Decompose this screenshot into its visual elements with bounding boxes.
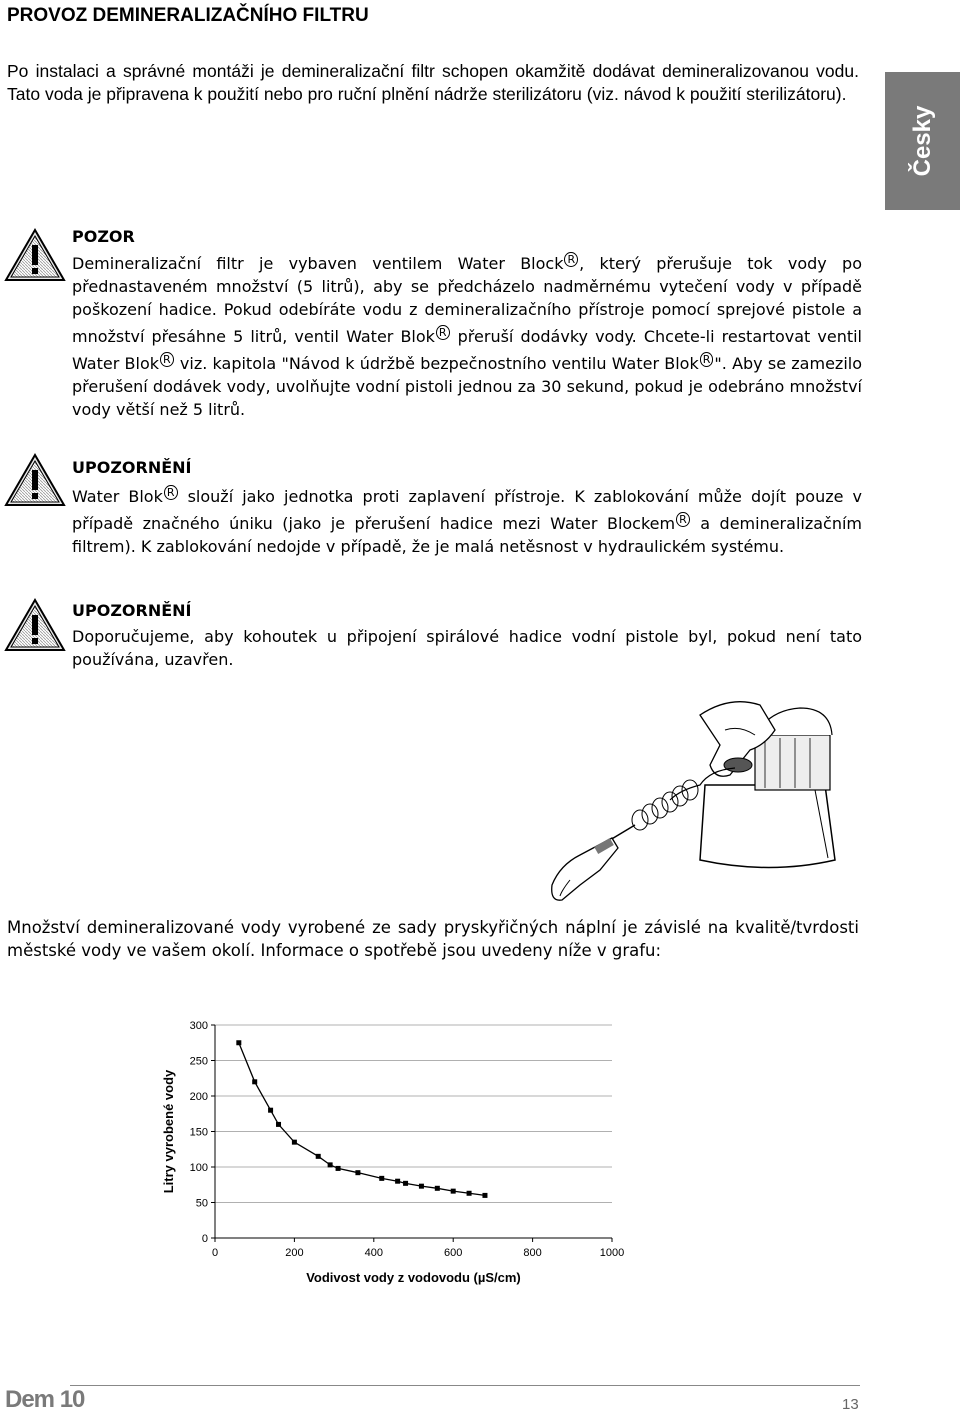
notice-text: přeruší dodávky vody. Chcete-li restartovat ventil Water Blok (72, 327, 862, 373)
y-axis-label: Litry vyrobené vody (161, 1069, 176, 1194)
y-tick-label: 150 (189, 1126, 208, 1139)
x-tick-label: 0 (211, 1247, 219, 1259)
data-point (482, 1193, 487, 1198)
data-point (316, 1154, 321, 1159)
y-tick-label: 0 (201, 1233, 208, 1245)
water-output-chart (150, 1010, 650, 1300)
data-point (467, 1191, 472, 1196)
page-title: PROVOZ DEMINERALIZAČNÍHO FILTRU (7, 5, 369, 26)
notice-body (72, 625, 862, 671)
x-tick-label: 1000 (599, 1247, 625, 1259)
notice-heading: POZOR (72, 227, 135, 246)
notice-text: viz. kapitola "Návod k údržbě bezpečnostního ventilu Water Blok (174, 354, 699, 373)
x-tick-label: 400 (364, 1247, 383, 1259)
y-tick-label: 300 (189, 1020, 208, 1032)
language-tab-label: Česky (908, 105, 936, 177)
data-point (292, 1140, 297, 1145)
registered-mark-icon: R (164, 485, 178, 500)
x-axis-label: Vodivost vody z vodovodu (µS/cm) (306, 1270, 521, 1285)
data-point (403, 1181, 408, 1186)
footer-brand: Dem 10 (5, 1386, 85, 1413)
notice-heading: UPOZORNĚNÍ (72, 601, 192, 620)
warning-triangle-icon (4, 453, 66, 507)
y-tick-label: 250 (189, 1055, 208, 1068)
y-tick-label: 100 (189, 1162, 208, 1174)
registered-mark-icon: R (436, 325, 450, 340)
data-point (451, 1189, 456, 1194)
registered-mark-icon: R (160, 352, 174, 367)
notice-body (72, 248, 862, 421)
data-point (276, 1122, 281, 1127)
notice-body (72, 481, 862, 558)
notice-text: ". Aby se zamezilo přerušení dodávek vody, uvolňujte vodní pistoli jednou za 30 sekund, pokud je odebráno množství vody větší než 5 litrů. (72, 354, 862, 419)
bottom-paragraph (7, 916, 859, 962)
intro-text: Po instalaci a správné montáži je demineralizační filtr schopen okamžitě dodávat demineralizovanou vodu. Tato voda je připravena k použití nebo pro ruční plnění nádrže sterilizátoru (viz. návod k použití sterilizátoru). (7, 61, 859, 104)
x-tick-label: 200 (285, 1247, 304, 1259)
series-line (239, 1043, 485, 1196)
y-tick-label: 200 (189, 1091, 208, 1103)
notice-text: a demineralizačním filtrem). K zablokování nedojde v případě, že je malá netěsnost v hydraulickém systému. (72, 514, 863, 556)
page-number: 13 (842, 1396, 859, 1413)
data-point (395, 1179, 400, 1184)
y-tick-label: 50 (195, 1197, 208, 1210)
data-point (328, 1162, 333, 1167)
language-tab (885, 72, 960, 210)
registered-mark-icon: R (564, 252, 578, 267)
notice-text: Doporučujeme, aby kohoutek u připojení spirálové hadice vodní pistole byl, pokud není tato používána, uzavřen. (72, 627, 862, 669)
registered-mark-icon: R (700, 352, 714, 367)
notice-heading: UPOZORNĚNÍ (72, 458, 192, 477)
x-tick-label: 600 (444, 1247, 463, 1259)
bottom-text: Množství demineralizované vody vyrobené ze sady pryskyřičných náplní je závislé na kvalitě/tvrdosti městské vody ve vašem okolí. Informace o spotřebě jsou uvedeny níže v grafu: (7, 918, 859, 960)
filter-with-spray-pistol-illustration (540, 690, 850, 910)
x-tick-label: 800 (523, 1247, 542, 1259)
data-point (236, 1040, 241, 1045)
data-point (419, 1184, 424, 1189)
notice-text: , který přerušuje tok vody po přednastaveném množství (5 litrů), aby se předcházelo nadměrnému vytečení vody v případě poškození hadice. Pokud odebíráte vodu z demineralizačního přístroje pomocí sprejové pistole a množství přesáhne 5 litrů, ventil Water Blok (72, 254, 863, 346)
notice-text: slouží jako jednotka proti zaplavení přístroje. K zablokování může dojít pouze v případě značného úniku (jako je přerušení hadice mezi Water Blockem (72, 487, 863, 533)
data-point (268, 1108, 273, 1113)
warning-triangle-icon (4, 228, 66, 282)
registered-mark-icon: R (676, 512, 690, 527)
warning-triangle-icon (4, 598, 66, 652)
footer-divider (70, 1385, 860, 1386)
data-point (435, 1186, 440, 1191)
intro-paragraph (7, 60, 859, 106)
notice-text: Water Blok (72, 487, 163, 506)
data-point (336, 1166, 341, 1171)
data-point (252, 1079, 257, 1084)
notice-text: Demineralizační filtr je vybaven ventilem Water Block (72, 254, 564, 273)
data-point (379, 1176, 384, 1181)
data-point (355, 1170, 360, 1175)
